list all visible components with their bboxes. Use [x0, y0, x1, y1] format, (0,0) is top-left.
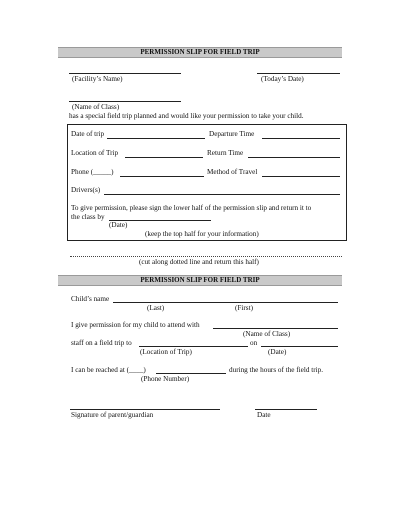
location-sub-label: (Location of Trip)	[140, 348, 192, 356]
keep-top-half-note: (keep the top half for your information)	[145, 230, 259, 238]
instructions-line-2: the class by	[71, 213, 105, 221]
childs-name-field[interactable]	[113, 302, 338, 303]
phone-label: Phone (_____)	[71, 168, 114, 176]
date-sub-label: (Date)	[268, 348, 287, 356]
permission-text: I give permission for my child to attend with	[71, 321, 200, 329]
trip-date-field[interactable]	[261, 346, 338, 347]
facility-name-label: (Facility’s Name)	[72, 75, 123, 83]
phone-number-label: (Phone Number)	[141, 375, 190, 383]
today-date-line[interactable]	[257, 73, 340, 74]
cut-line	[70, 256, 342, 257]
departure-time-label: Departure Time	[209, 130, 255, 138]
location-of-trip-label: Location of Trip	[71, 149, 119, 157]
cut-instruction: (cut along dotted line and return this half)	[139, 258, 259, 266]
reached-at-text: I can be reached at (____)	[71, 366, 146, 374]
staff-text: staff on a field trip to	[71, 339, 132, 347]
bottom-title: PERMISSION SLIP FOR FIELD TRIP	[58, 275, 342, 286]
class-name-sub-label: (Name of Class)	[243, 330, 291, 338]
drivers-label: Drivers(s)	[71, 186, 101, 194]
location-of-trip-field[interactable]	[125, 157, 203, 158]
first-name-label: (First)	[235, 304, 253, 312]
intro-text: has a special field trip planned and would like your permission to take your child.	[69, 112, 304, 120]
departure-time-field[interactable]	[262, 138, 340, 139]
facility-name-line[interactable]	[69, 73, 181, 74]
childs-name-label: Child’s name	[71, 295, 110, 303]
signature-label: Signature of parent/guardian	[71, 411, 154, 419]
date-of-trip-field[interactable]	[107, 138, 205, 139]
last-name-label: (Last)	[147, 304, 165, 312]
signature-date-field[interactable]	[255, 409, 317, 410]
class-name-field[interactable]	[213, 328, 338, 329]
return-by-date-label: (Date)	[109, 221, 128, 229]
location-field[interactable]	[139, 346, 248, 347]
instructions-line-1: To give permission, please sign the lower half of the permission slip and return it to	[71, 204, 312, 212]
today-date-label: (Today’s Date)	[261, 75, 304, 83]
page-title: PERMISSION SLIP FOR FIELD TRIP	[58, 47, 342, 58]
method-of-travel-field[interactable]	[262, 176, 340, 177]
hours-text: during the hours of the field trip.	[229, 366, 324, 374]
phone-field[interactable]	[120, 176, 204, 177]
return-time-field[interactable]	[248, 157, 340, 158]
class-name-line[interactable]	[69, 101, 181, 102]
on-text: on	[250, 339, 258, 347]
phone-number-field[interactable]	[156, 373, 226, 374]
drivers-field[interactable]	[104, 194, 340, 195]
signature-field[interactable]	[70, 409, 220, 410]
class-name-label: (Name of Class)	[72, 103, 120, 111]
return-time-label: Return Time	[207, 149, 244, 157]
date-of-trip-label: Date of trip	[71, 130, 105, 138]
method-of-travel-label: Method of Travel	[207, 168, 258, 176]
signature-date-label: Date	[257, 411, 271, 419]
